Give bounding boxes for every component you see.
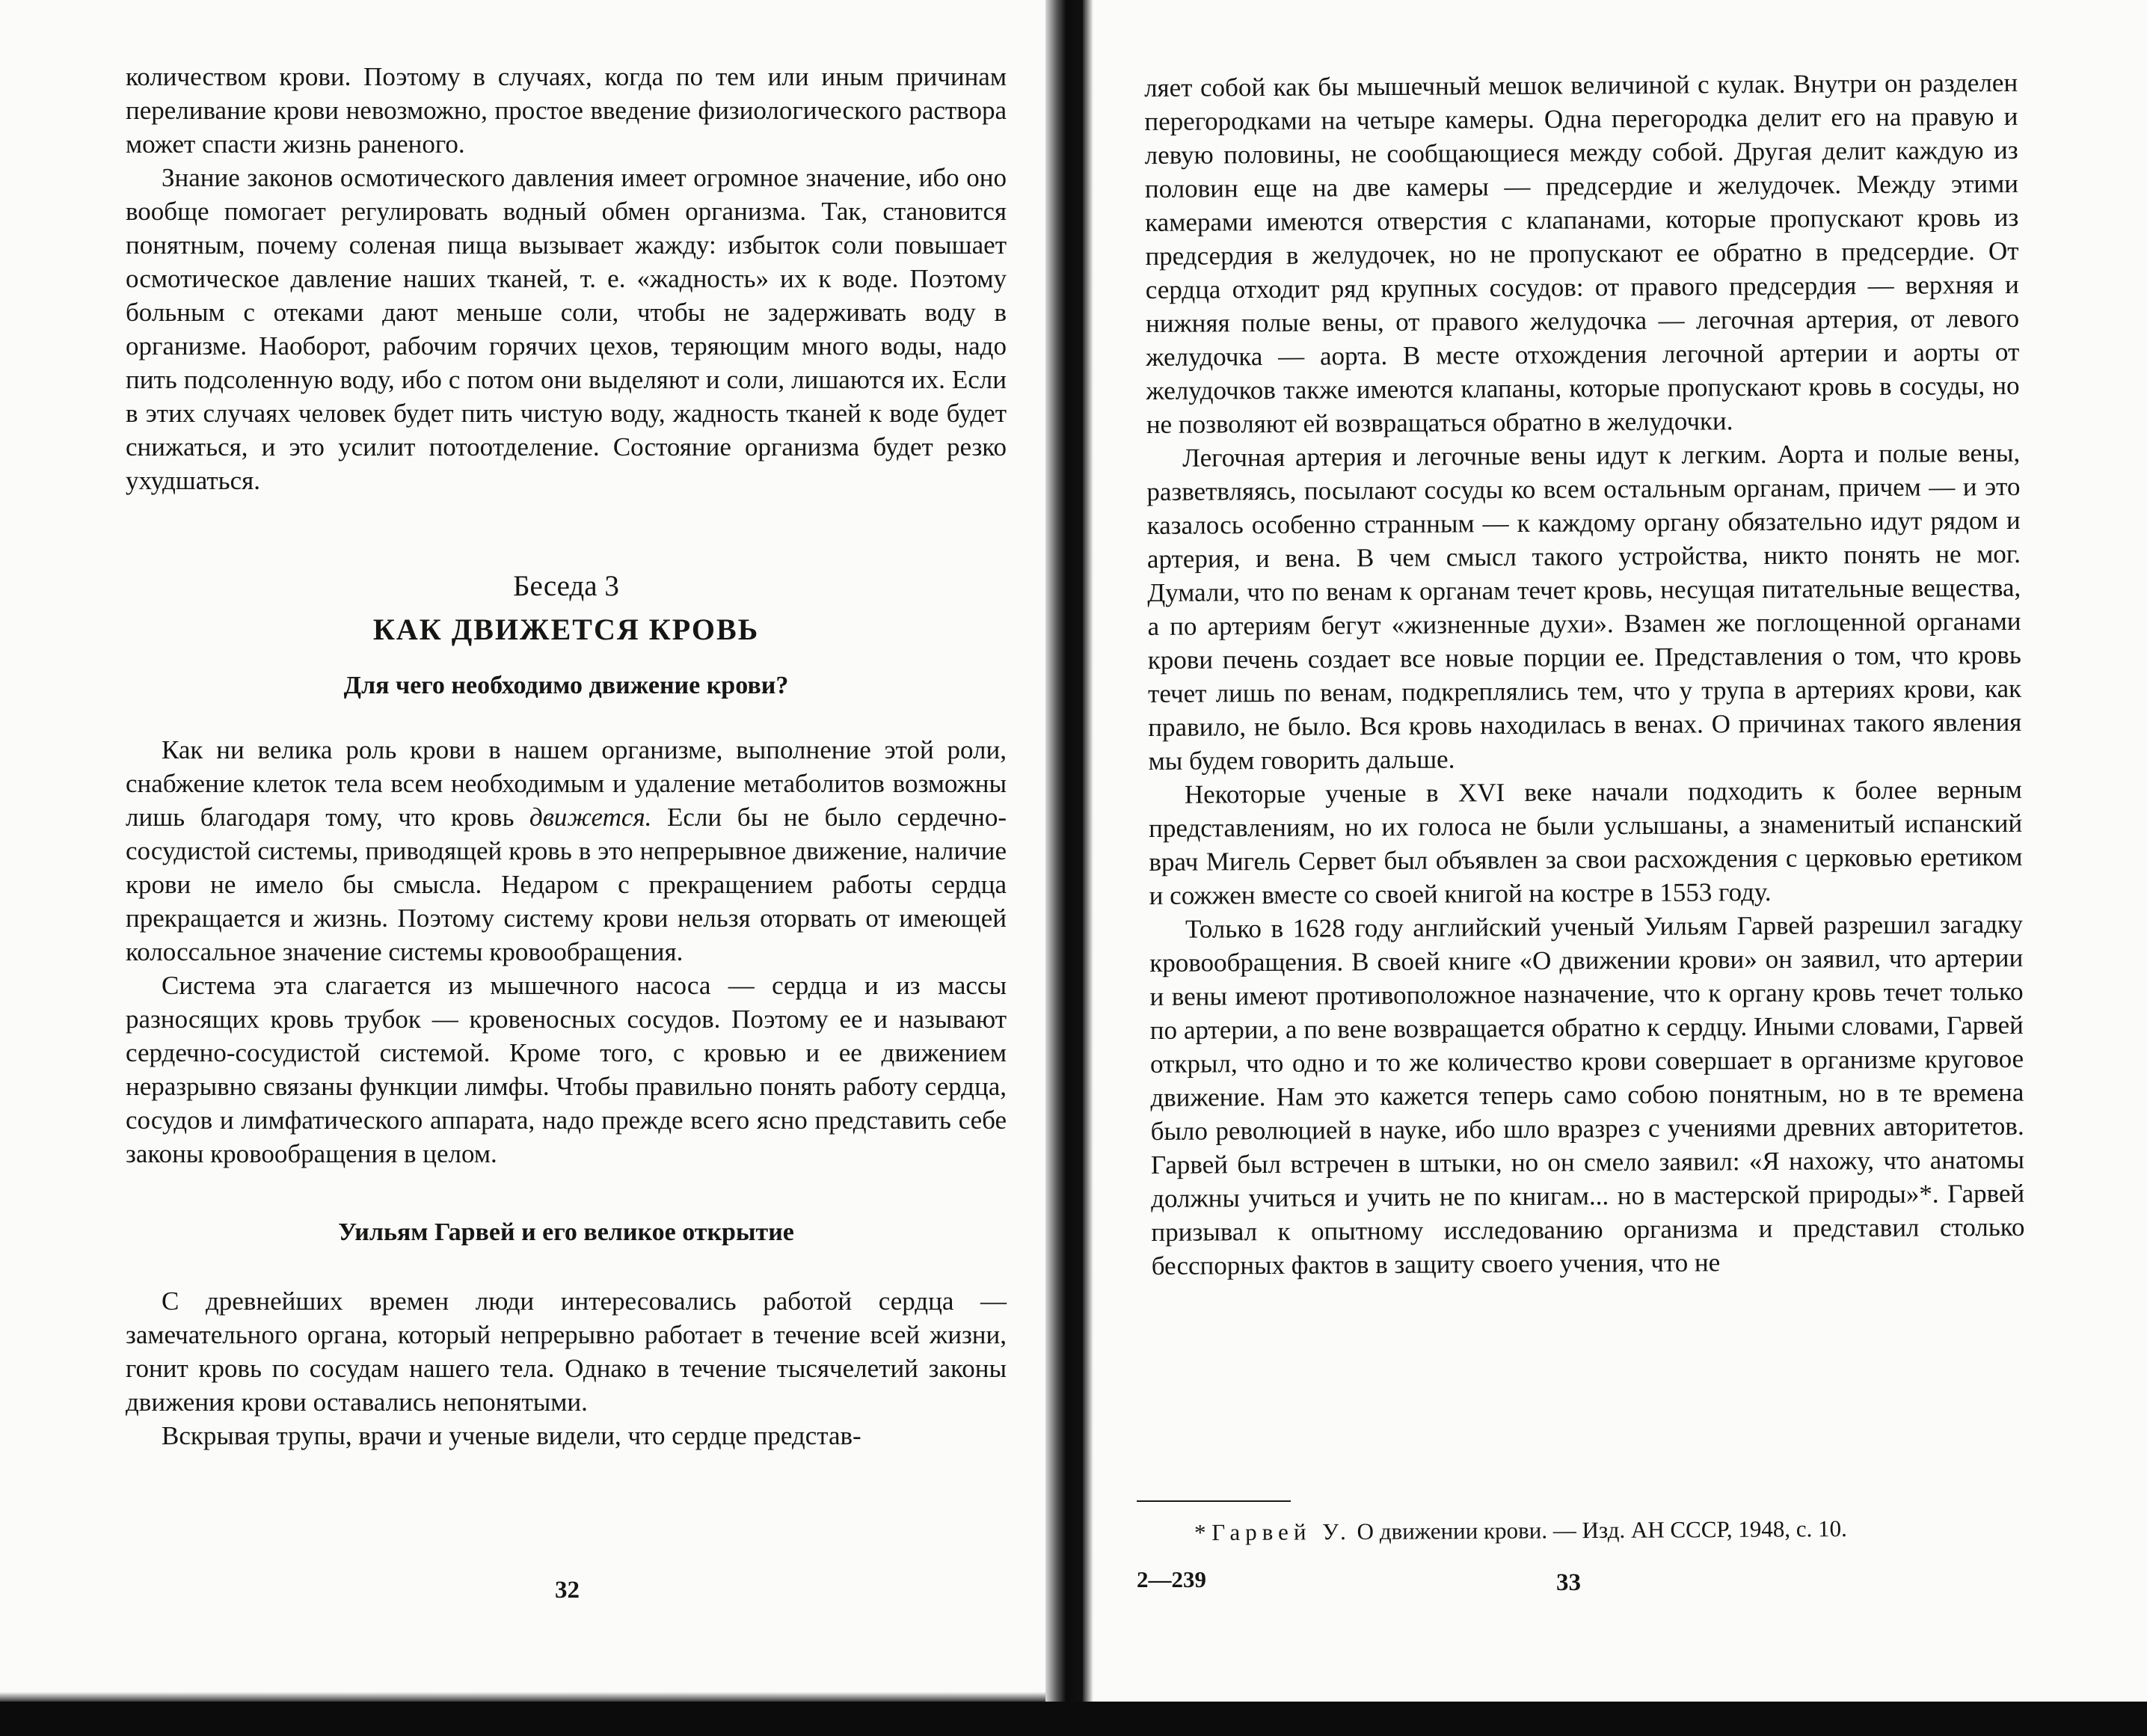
footnote-divider [1137,1500,1291,1502]
printer-signature-mark: 2—239 [1137,1566,1206,1592]
paragraph-harvey-1628: Только в 1628 году английский ученый Уильям Гарвей разрешил загадку кровообращения. В своей книге «О движении крови» он заявил, что артерии и вены имеют противоположное назначение, что к органу кровь течет только по артерии, а по вене возвращается обратно к сердцу. Иными словами, Гарвей открыл, что одно и то же количество крови совершает в организме круговое движение. Нам это кажется теперь само собою понятным, но в те времена было революцией в науке, ибо шло вразрез с учениями древних авторитетов. Гарвей был встречен в штыки, но он смело заявил: «Я нахожу, что анатомы должны учиться и учить не по книгам... но в мастерской природы»*. Гарвей призывал к опытному исследованию организма и представил столько бесспорных фактов в защиту своего учения, что не [1149,909,2025,1280]
footnote-author: Гарвей У. [1211,1518,1351,1546]
paragraph-heart-structure: ляет собой как бы мышечный мешок величиной с кулак. Внутри он разделен перегородками на четыре камеры. Одна перегородка делит его на правую и левую половины, не сообщающиеся между собой. Другая делит каждую из половин еще на две камеры — предсердие и желудочек. Между этими камерами имеются отверстия с клапанами, которые пропускают кровь из предсердия в желудочек, но не пропускают ее обратно в предсердие. От сердца отходит ряд крупных сосудов: от правого предсердия — верхняя и нижняя полые вены, от правого желудочка — легочная артерия, от левого желудочка — аорта. В месте отхождения легочной артерии и аорты от желудочков также имеются клапаны, которые пропускают кровь в сосуды, но не позволяют ей возвращаться обратно в желудочки. [1144,67,2020,439]
subheading-harvey-discovery: Уильям Гарвей и его великое открытие [338,1218,794,1246]
paragraph-blood-movement-start: Как ни велика роль крови в нашем организме, выполнение этой роли, снабжение клеток тела всем необходимым и удаление метаболитов возможны лишь благодаря тому, что кровь [126,735,1007,832]
paragraph-blood-movement-end: Если бы не было сердечно-сосудистой системы, приводящей кровь в это непрерывное движение, наличие крови не имело бы смысла. Недаром с прекращением работы сердца прекращается и жизнь. Поэтому систему крови нельзя оторвать от имеющей колоссальное значение системы кровообращения. [126,803,1007,966]
page-number-left: 32 [555,1577,580,1604]
paragraph-intro-continuation: количеством крови. Поэтому в случаях, когда по тем или иным причинам переливание крови невозможно, простое введение физиологического раствора может спасти жизнь раненого. [126,62,1007,159]
book-spine-shadow [1045,0,1083,1736]
footnote [1194,1513,2009,1548]
chapter-label: Беседа 3 [513,570,619,602]
paragraph-cardiovascular-system: Система эта слагается из мышечного насоса — сердца и из массы разносящих кровь трубок — кровеносных сосудов. Поэтому ее и называют сердечно-сосудистой системой. Кроме того, с кровью и ее движением неразрывно связаны функции лимфы. Чтобы правильно понять работу сердца, сосудов и лимфатического аппарата, надо прежде всего ясно представить себе законы кровообращения в целом. [126,971,1007,1168]
left-page-text [126,60,1007,1453]
paragraph-ancient-times: С древнейших времен люди интересовались работой сердца — замечательного органа, который непрерывно работает в течение всей жизни, гонит кровь по сосудам нашего тела. Однако в течение тысячелетий законы движения крови оставались непонятыми. [126,1286,1007,1417]
bottom-shadow [0,1692,1045,1702]
footnote-marker: * [1194,1519,1212,1546]
paragraph-servetus: Некоторые ученые в XVI веке начали подходить к более верным представлениям, но их голоса не были услышаны, а знаменитый испанский врач Мигель Сервет был объявлен за свои расхождения с церковью еретиком и сожжен вместе со своей книгой на костре в 1553 году. [1149,774,2023,910]
scan-bottom-edge [0,1702,2147,1736]
right-page-text [1144,66,2025,1283]
footnote-citation: О движении крови. — Изд. АН СССР, 1948, с. 10. [1351,1515,1847,1545]
paragraph-osmotic-pressure: Знание законов осмотического давления имеет огромное значение, ибо оно вообще помогает регулировать водный обмен организма. Так, становится понятным, почему соленая пища вызывает жажду: избыток соли повышает осмотическое давление наших тканей, т. е. «жадность» их к воде. Поэтому больным с отеками дают меньше соли, чтобы не задерживать воду в организме. Наоборот, рабочим горячих цехов, теряющим много воды, надо пить подсоленную воду, ибо с потом они выделяют и соли, лишаются их. Если в этих случаях человек будет пить чистую воду, жадность тканей к воде будет снижаться, и это усилит потоотделение. Состояние организма будет резко ухудшаться. [126,163,1007,495]
chapter-title: КАК ДВИЖЕТСЯ КРОВЬ [372,613,760,646]
emphasis-moves: движется. [529,803,652,832]
subheading-why-blood-moves: Для чего необходимо движение крови? [343,672,789,699]
paragraph-arteries-veins: Легочная артерия и легочные вены идут к легким. Аорта и полые вены, разветвляясь, посылают сосуды ко всем остальным органам, причем — и это казалось особенно странным — к каждому органу обязательно идут рядом и артерия, и вена. В чем смысл такого устройства, никто понять не мог. Думали, что по венам к органам течет кровь, несущая питательные вещества, а по артериям бегут «жизненные духи». Взамен же поглощенной органами крови печень создает все новые порции ее. Представления о том, что кровь течет лишь по венам, подкреплялись тем, что у трупа в артериях крови, как правило, не было. Вся кровь находилась в венах. О причинах такого явления мы будем говорить дальше. [1146,438,2022,776]
paragraph-autopsy: Вскрывая трупы, врачи и ученые видели, что сердце представ- [162,1421,861,1450]
left-page [0,0,1045,1736]
page-number-right: 33 [1556,1569,1581,1596]
paragraph-blood-movement [126,733,1007,969]
spine-edge-shadow [1083,0,1093,1736]
